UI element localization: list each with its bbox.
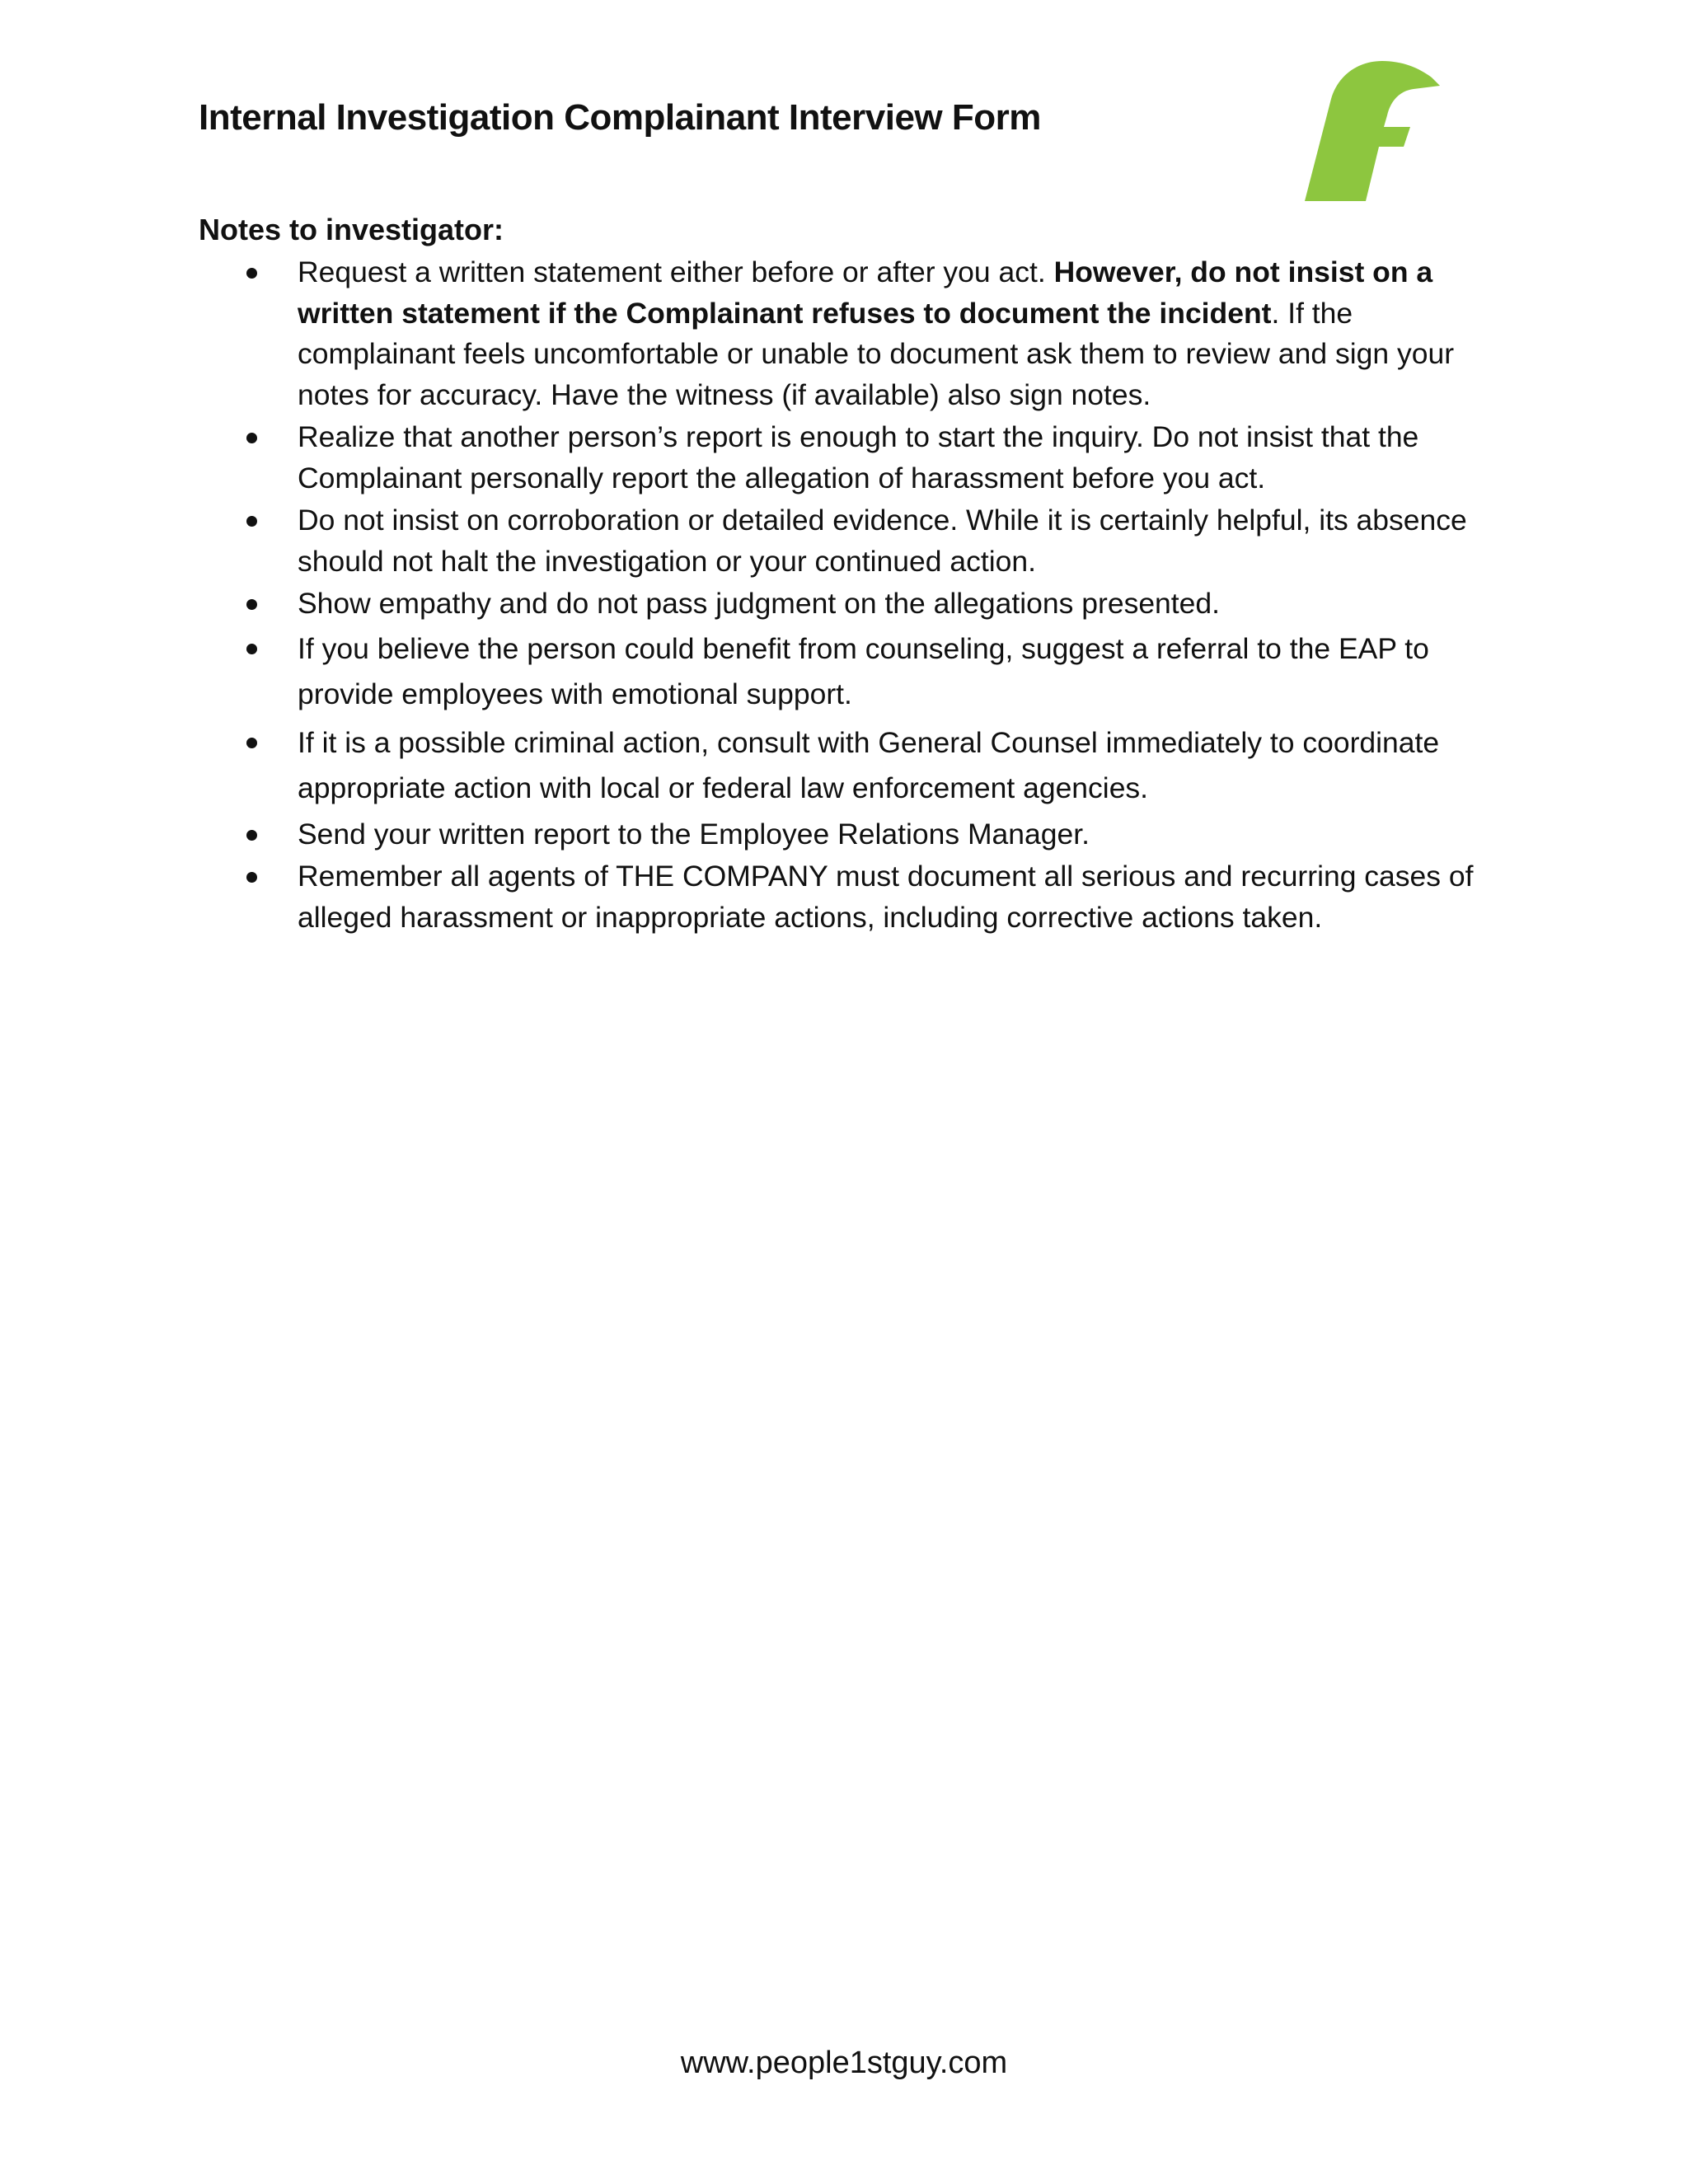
bullet-icon bbox=[246, 268, 257, 279]
note-text: Send your written report to the Employee Relations Manager. bbox=[298, 817, 1090, 851]
list-item bbox=[199, 500, 1501, 582]
note-text: If it is a possible criminal action, consult with General Counsel immediately to coordinate appropriate action with local or federal law enforcement agencies. bbox=[298, 725, 1440, 804]
bullet-icon bbox=[246, 433, 257, 443]
list-item bbox=[199, 626, 1501, 717]
note-text: Show empathy and do not pass judgment on the allegations presented. bbox=[298, 587, 1221, 620]
bullet-icon bbox=[246, 830, 257, 841]
list-item bbox=[199, 252, 1501, 415]
note-text: Realize that another person’s report is enough to start the inquiry. Do not insist that the Complainant personally report the allegation of harassment before you act. bbox=[298, 420, 1419, 494]
note-text: Do not insist on corroboration or detailed evidence. While it is certainly helpful, its absence should not halt the investigation or your continued action. bbox=[298, 504, 1467, 578]
note-text: Request a written statement either before or after you act. However, do not insist on a written statement if the Complainant refuses to document the incident. If the complainant feels uncomfortable or unable to document ask them to review and sign your notes for accuracy. Have the witness (if available) also sign notes. bbox=[298, 255, 1455, 411]
page-title: Internal Investigation Complainant Interview Form bbox=[199, 97, 1041, 138]
bullet-icon bbox=[246, 516, 257, 527]
list-item bbox=[199, 417, 1501, 499]
notes-heading: Notes to investigator: bbox=[199, 213, 504, 246]
list-item bbox=[199, 856, 1501, 938]
notes-list bbox=[199, 252, 1501, 940]
footer-url: www.people1stguy.com bbox=[680, 2046, 1008, 2080]
logo-leaf-shape bbox=[1305, 61, 1440, 201]
company-logo bbox=[1298, 56, 1442, 204]
list-item bbox=[199, 583, 1501, 625]
list-item bbox=[199, 720, 1501, 811]
list-item bbox=[199, 814, 1501, 855]
bullet-icon bbox=[246, 872, 257, 883]
bullet-icon bbox=[246, 644, 257, 654]
note-text: If you believe the person could benefit from counseling, suggest a referral to the EAP to provide employees with emotional support. bbox=[298, 631, 1429, 710]
bullet-icon bbox=[246, 599, 257, 610]
note-text: Remember all agents of THE COMPANY must document all serious and recurring cases of alleged harassment or inappropriate actions, including corrective actions taken. bbox=[298, 860, 1474, 934]
bullet-icon bbox=[246, 738, 257, 748]
